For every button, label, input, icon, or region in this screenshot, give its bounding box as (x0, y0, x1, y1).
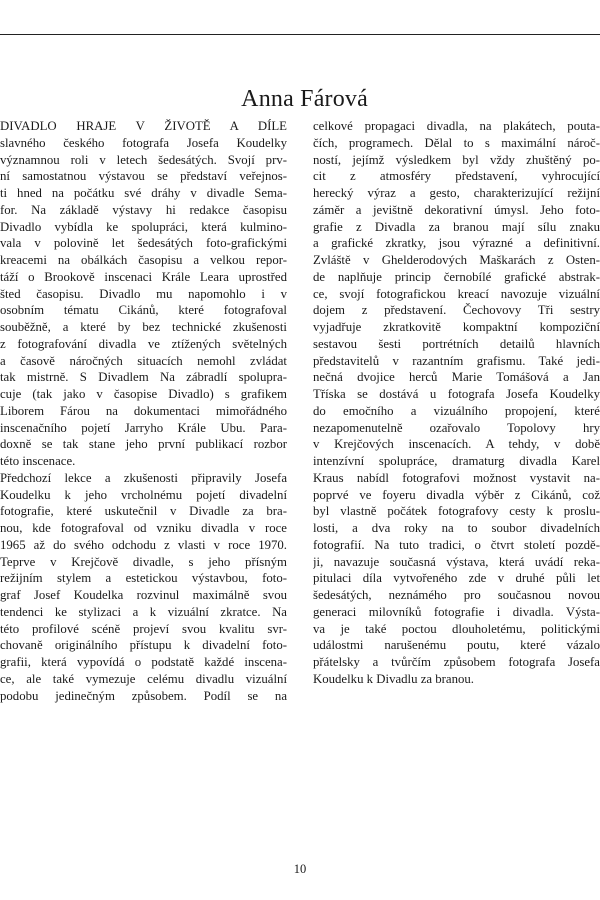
text-line: herecký výraz a gesto, charakterizující režijní (313, 186, 600, 200)
text-line: kreacemi na obálkách časopisu a velkou repor- (0, 253, 287, 267)
text-line: osobním tématu Cikánů, které fotografoval (0, 303, 287, 318)
text-line: Tříska se dostává u fotografa Josefa Koudelky (313, 387, 600, 401)
text-line: této profilové scéně projeví svou kvalitu svr- (0, 621, 287, 636)
text-line: souběžně, a které by bez technické zkušenosti (0, 320, 287, 334)
text-line: Teprve v Krejčově divadle, s jeho přísným (0, 554, 287, 569)
text-line: tak mistrně. S Divadlem Na zábradlí spolupra- (0, 370, 287, 385)
text-line: z fotografování divadla ve ztížených světelných (0, 336, 287, 351)
text-line: vala v polovině let šedesátých foto-grafickými (0, 236, 287, 251)
text-line: ti hned na počátku své dráhy v divadle Sema- (0, 186, 287, 200)
text-line: graf Josef Koudelka rozvinul maximálně svou (0, 588, 287, 602)
text-line: čích, programech. Dělal to s maximální nároč- (313, 135, 600, 150)
text-line: ce, svojí fotografickou kreací navozuje vizuální (313, 286, 600, 301)
text-line: pitulaci díla vytvořeného zde v druhé půli let (313, 571, 600, 586)
text-line: ji, navazuje současná výstava, která uvádí reka- (313, 554, 600, 569)
text-line: do emočního a vizuálního propojení, které (313, 403, 600, 418)
text-line: ností, jejímž výsledkem byl vždy zhuštěný po- (313, 152, 600, 167)
text-line: Koudelku k Divadlu za branou. (313, 671, 474, 686)
text-line: Divadlo vybídla ke spolupráci, která kulmino- (0, 219, 287, 234)
text-line: grafii, která vypovídá o podstatě každé inscena- (0, 655, 287, 669)
left-text-column (0, 118, 287, 704)
top-rule (0, 34, 600, 35)
text-line: cit z atmosféry představení, vyhrocující (313, 169, 600, 184)
text-line: fotografie, které uskutečnil v Divadle za bra- (0, 504, 287, 519)
text-line: chovaně originálního přístupu k divadelní foto- (0, 638, 287, 653)
text-line: šted časopisu. Divadlo mu napomohlo i v (0, 286, 287, 301)
text-line: Liborem Fárou na dokumentaci mimořádného (0, 403, 287, 418)
text-line: Zvláště v Ghelderodových Maškarách z Osten- (313, 253, 600, 267)
text-line: va je také poctou dlouholetému, politickými (313, 621, 600, 636)
text-line: poprvé ve foyeru divadla výběr z Cikánů, což (313, 487, 600, 502)
text-line: představitelů v razantním grafismu. Také jedi- (313, 353, 600, 368)
text-line: přátelsky a tvůrčím způsobem fotografa Josefa (313, 655, 600, 669)
text-line: této inscenace. (0, 454, 76, 468)
text-line: grafie z Divadla za branou mají sílu znaku (313, 219, 600, 234)
text-line: byl vlastně počátek fotografovy cesty k proslu- (313, 504, 600, 519)
text-line: Kraus nabídl fotografovi možnost vystavit na- (313, 470, 600, 485)
text-line: inscenačního pojetí Jarryho Krále Ubu. Para- (0, 420, 287, 435)
text-line: nečná dvojice herců Marie Tomášová a Jan (313, 370, 600, 385)
right-text-column (313, 118, 600, 688)
text-line: významnou roli v letech šedesátých. Svojí prv- (0, 152, 287, 167)
text-line: šedesátých, neznámého pro současnou novou (313, 588, 600, 602)
text-line: nou, kde fotografoval od vzniku divadla v roce (0, 521, 287, 535)
text-line: fotografií. Na tuto tradici, o čtvrt století pozdě- (313, 537, 600, 552)
text-line: for. Na základě výstavy hi redakce časopisu (0, 202, 287, 217)
text-line: celkové propagaci divadla, na plakátech, pouta- (313, 119, 600, 133)
text-line: slavného českého fotografa Josefa Koudelky (0, 135, 287, 150)
text-line: a časově náročných situacích nemohl zvládat (0, 353, 287, 368)
text-line: generaci milovníků fotografie i divadla. Výsta- (313, 604, 600, 619)
text-line: de naplňuje princip černobílé grafické abstrak- (313, 269, 600, 284)
text-line: sestavou šesti portrétních detailů hlavních (313, 336, 600, 351)
text-line: podobu jedinečným způsobem. Podíl se na (0, 688, 287, 703)
text-line: ní samostatnou výstavou se představí veřejnos- (0, 169, 287, 184)
text-line: losti, a dva roky na to soubor divadelních (313, 521, 600, 535)
text-line: Koudelku k jeho vrcholnému pojetí divadelní (0, 487, 287, 502)
text-line: táží o Brookově inscenaci Krále Leara uprostřed (0, 269, 287, 284)
text-line: Předchozí lekce a zkušenosti připravily Josefa (0, 470, 287, 485)
text-line: režijním stylem a estetickou výstavbou, foto- (0, 571, 287, 586)
text-line: ce, ale také vymezuje celému divadlu vizuální (0, 671, 287, 686)
text-line: vyjadřuje zkratkovitě kompaktní kompoziční (313, 320, 600, 334)
text-line: dojem z představení. Čechovovy Tři sestry (313, 303, 600, 318)
author-heading: Anna Fárová (241, 86, 368, 112)
text-line: DIVADLO HRAJE V ŽIVOTĚ A DÍLE (0, 119, 287, 133)
page-number: 10 (293, 862, 307, 876)
text-line: tendenci ke stylizaci a k vizuální zkratce. Na (0, 604, 287, 619)
text-line: záměr a jevištně dekorativní úmysl. Jeho foto- (313, 202, 600, 217)
text-line: a grafické zkratky, jsou výrazné a definitivní. (313, 236, 600, 251)
text-line: doxně se tak stane jeho první publikací rozbor (0, 437, 287, 452)
text-line: událostmi narušenému poutu, které vázalo (313, 638, 600, 653)
text-line: cuje (tak jako v časopise Divadlo) s grafikem (0, 387, 287, 401)
text-line: intenzívní spolupráce, dramaturg divadla Karel (313, 454, 600, 468)
text-line: nezapomenutelně ozařovalo Topolovy hry (313, 420, 600, 435)
text-line: 1965 až do svého odchodu z vlasti v roce 1970. (0, 537, 287, 552)
text-line: v Krejčových inscenacích. A tehdy, v době (313, 437, 600, 452)
